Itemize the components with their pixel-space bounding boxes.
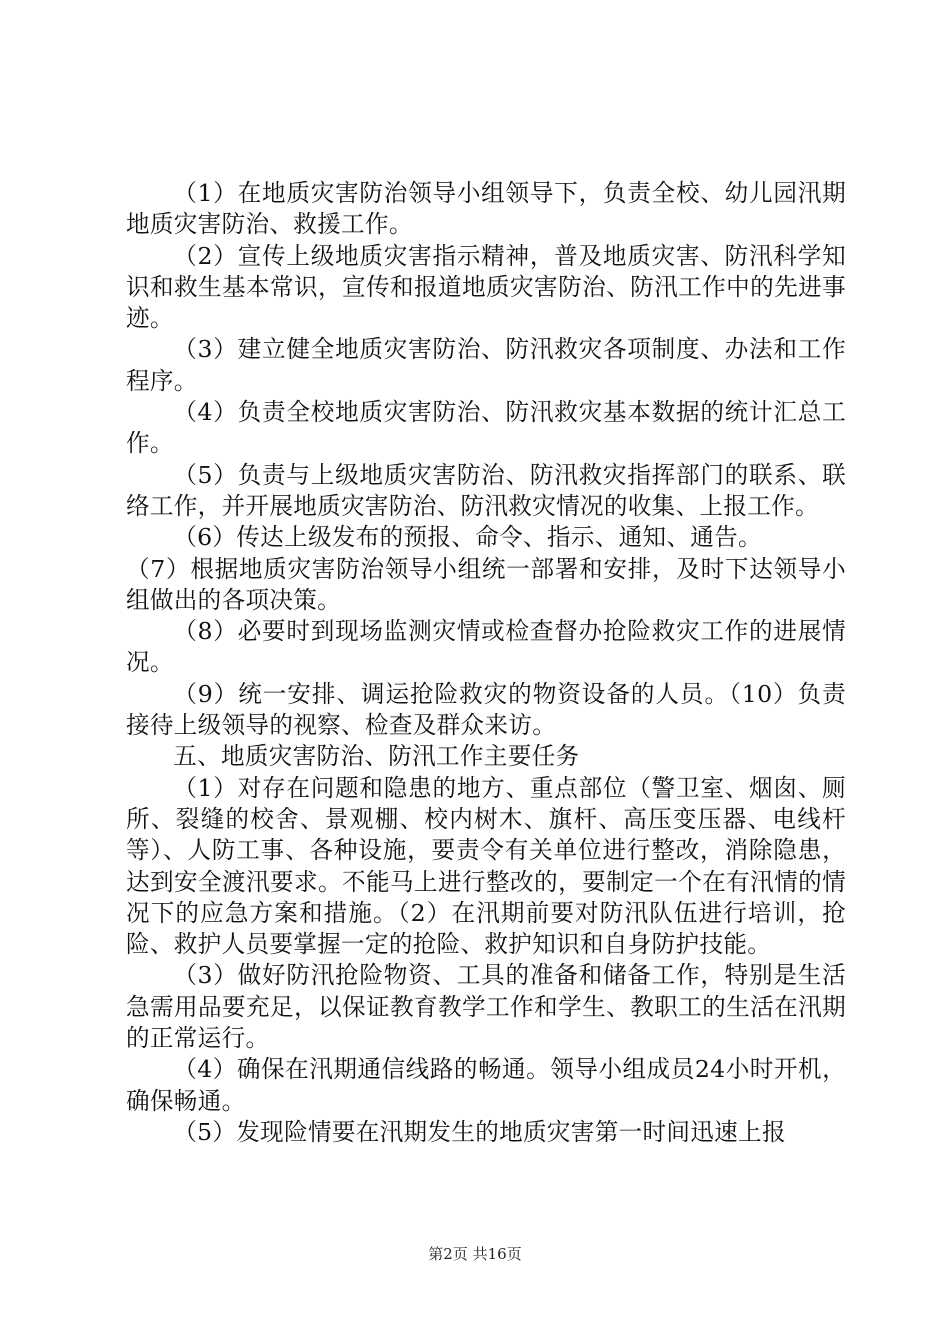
section-heading: 五、地质灾害防治、防汛工作主要任务 — [173, 742, 580, 771]
paragraph-task-5: （5）发现险情要在汛期发生的地质灾害第一时间迅速上报 — [173, 1117, 786, 1146]
paragraph-duty-6: （6）传达上级发布的预报、命令、指示、通知、通告。 — [173, 523, 762, 552]
page-number-footer: 第2页 共16页 — [428, 1245, 522, 1263]
paragraph-duty-1: （1）在地质灾害防治领导小组领导下，负责全校、幼儿园汛期地质灾害防治、救援工作。 — [126, 179, 846, 239]
paragraph-duty-3: （3）建立健全地质灾害防治、防汛救灾各项制度、办法和工作程序。 — [126, 335, 846, 395]
document-body — [126, 178, 846, 1148]
paragraph-task-4: （4）确保在汛期通信线路的畅通。领导小组成员24小时开机，确保畅通。 — [126, 1055, 846, 1115]
paragraph-task-3: （3）做好防汛抢险物资、工具的准备和储备工作，特别是生活急需用品要充足，以保证教育教学工作和学生、教职工的生活在汛期的正常运行。 — [126, 961, 846, 1053]
paragraph-duty-2: （2）宣传上级地质灾害指示精神，普及地质灾害、防汛科学知识和救生基本常识，宣传和报道地质灾害防治、防汛工作中的先进事迹。 — [126, 241, 846, 333]
paragraph-duty-8: （8）必要时到现场监测灾情或检查督办抢险救灾工作的进展情况。 — [126, 617, 846, 677]
paragraph-task-1-2: （1）对存在问题和隐患的地方、重点部位（警卫室、烟囱、厕所、裂缝的校舍、景观棚、校内树木、旗杆、高压变压器、电线杆等）、人防工事、各种设施，要责令有关单位进行整改，消除隐患，达到安全渡汛要求。不能马上进行整改的，要制定一个在有汛情的情况下的应急方案和措施。（2）在汛期前要对防汛队伍进行培训，抢险、救护人员要掌握一定的抢险、救护知识和自身防护技能。 — [126, 773, 846, 959]
paragraph-duty-9-10: （9）统一安排、调运抢险救灾的物资设备的人员。（10）负责接待上级领导的视察、检查及群众来访。 — [126, 679, 846, 740]
paragraph-duty-5: （5）负责与上级地质灾害防治、防汛救灾指挥部门的联系、联络工作，并开展地质灾害防治、防汛救灾情况的收集、上报工作。 — [126, 460, 846, 520]
paragraph-duty-7: （7）根据地质灾害防治领导小组统一部署和安排，及时下达领导小组做出的各项决策。 — [126, 554, 846, 614]
paragraph-duty-4: （4）负责全校地质灾害防治、防汛救灾基本数据的统计汇总工作。 — [126, 398, 846, 458]
